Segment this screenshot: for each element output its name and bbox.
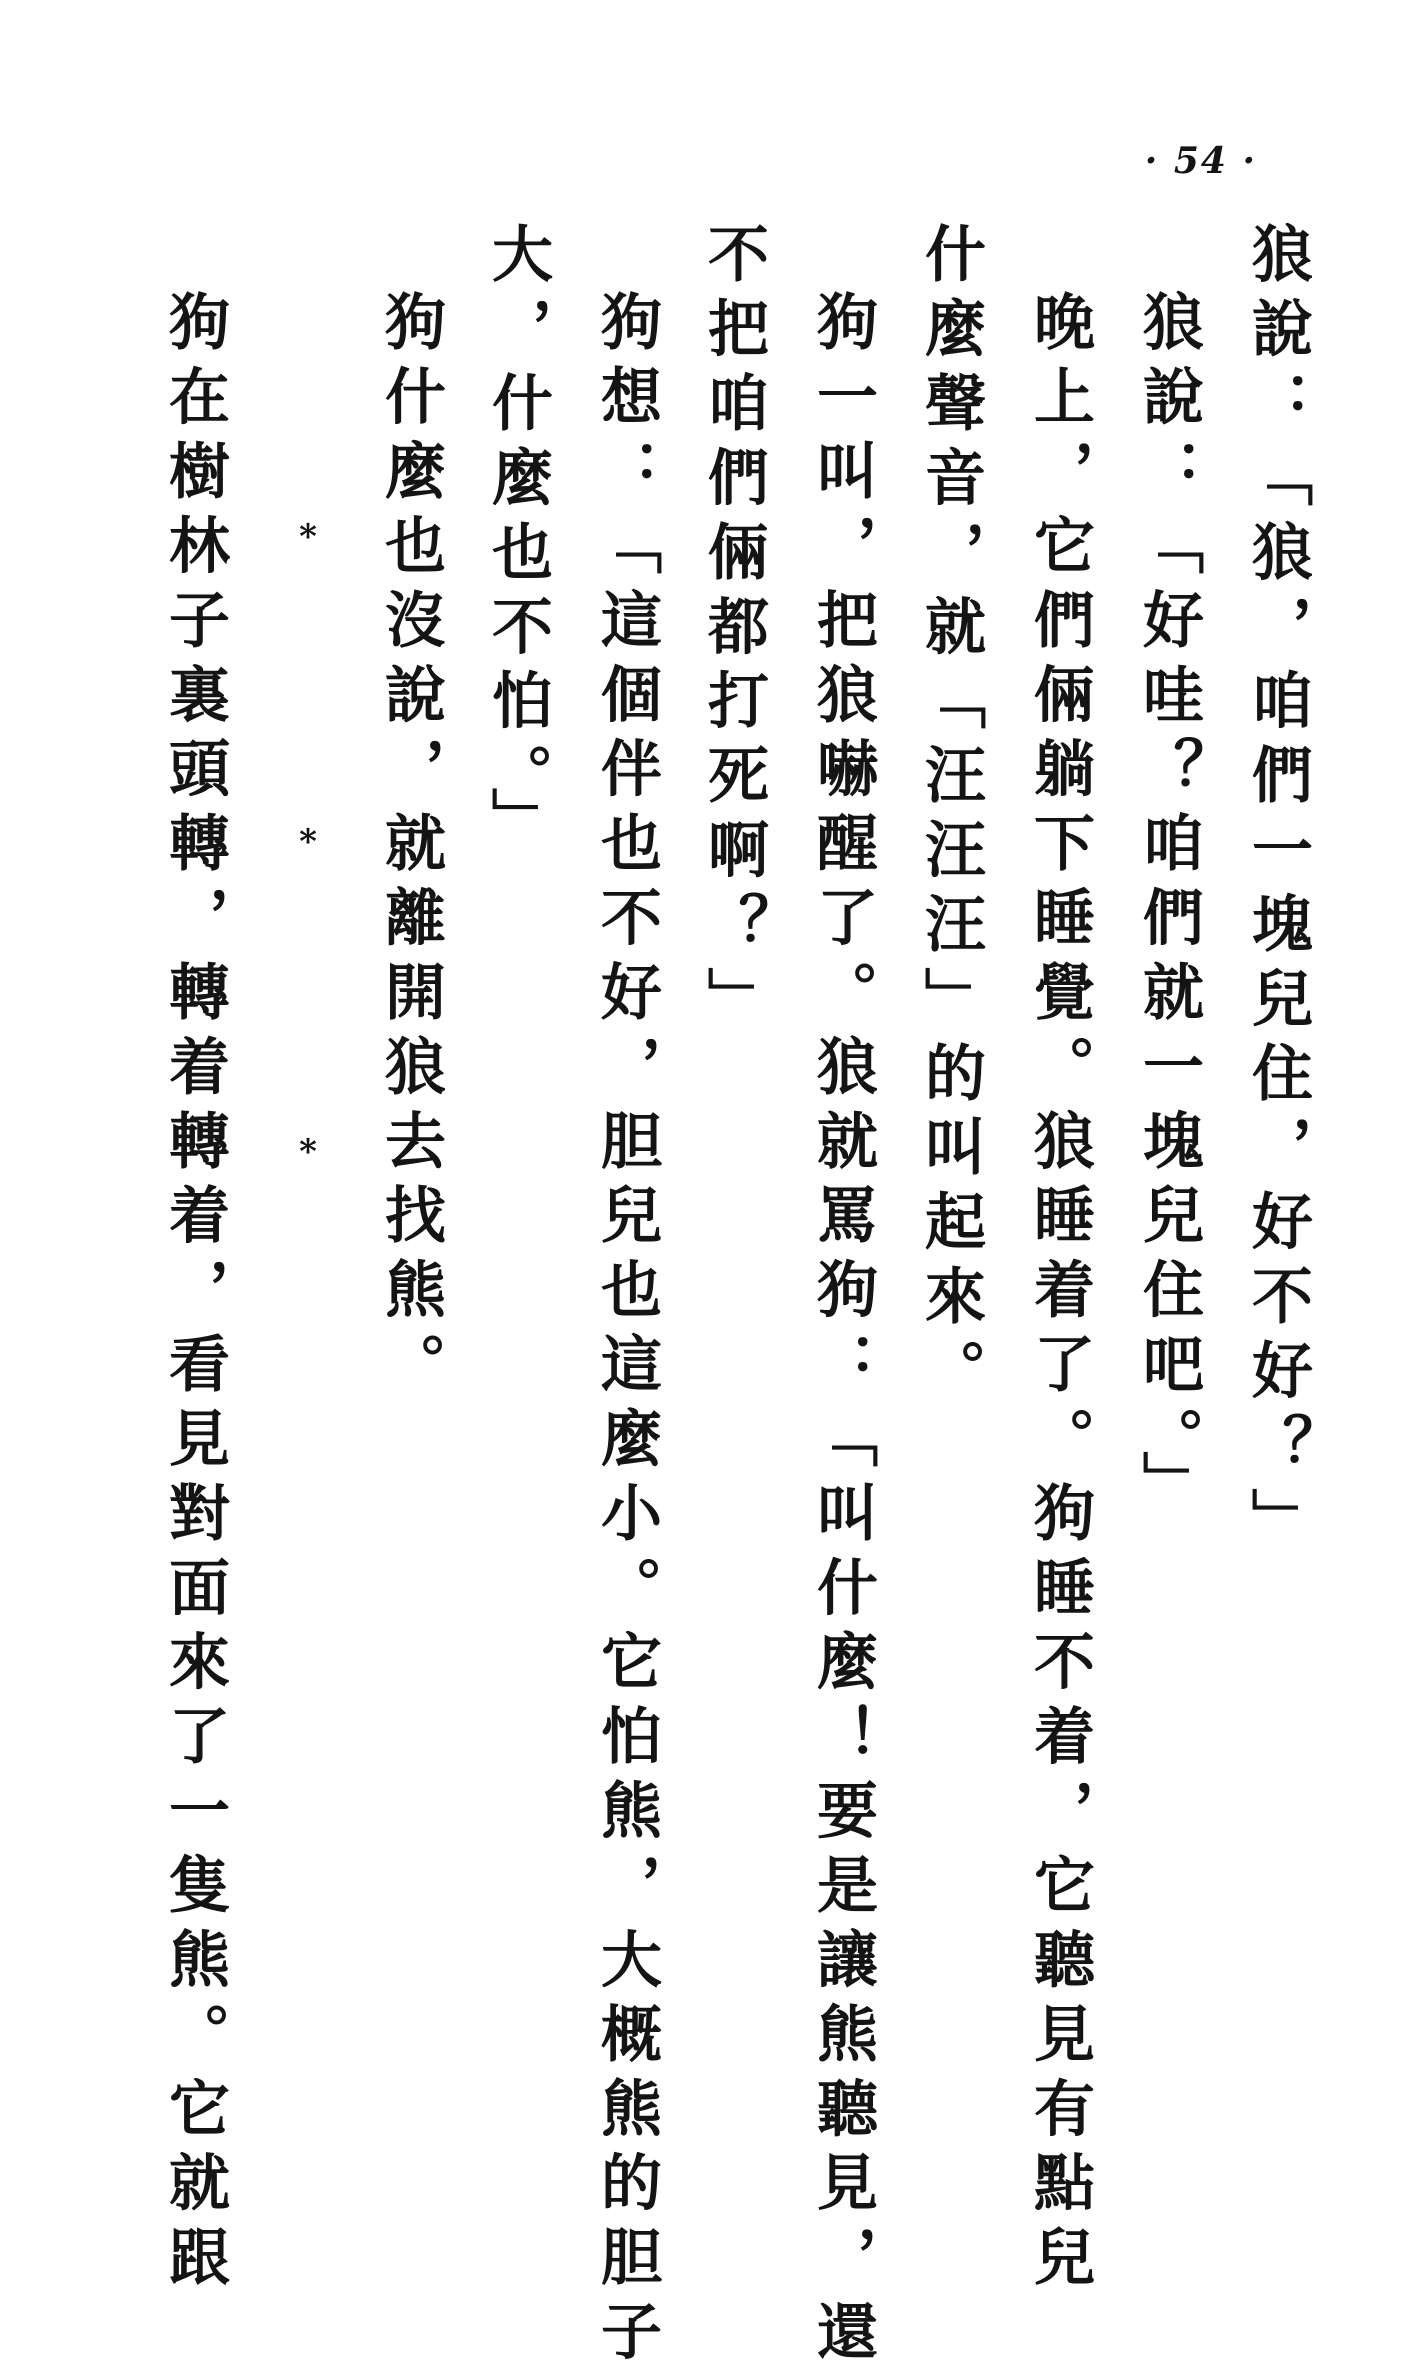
text-column-1: 狼說：「狼，咱們一塊兒住，好不好？」: [1242, 222, 1313, 1562]
separator-star: *: [299, 822, 317, 862]
text-column-7: 狗想：「這個伴也不好，胆兒也這麼小。它怕熊，大概熊的胆子: [591, 290, 662, 2374]
text-column-3: 晚上，它們倆躺下睡覺。狼睡着了。狗睡不着，它聽見有點兒: [1024, 290, 1095, 2300]
text-column-8: 大，什麼也不怕。」: [482, 222, 553, 862]
text-column-9: 狗什麼也沒說，就離開狼去找熊。: [375, 290, 446, 1407]
section-separator: [293, 517, 323, 1180]
text-column-4: 什麼聲音，就「汪汪汪」的叫起來。: [915, 222, 986, 1413]
separator-star: *: [299, 517, 317, 557]
text-column-6: 不把咱們倆都打死啊？」: [698, 222, 769, 1041]
page-number: · 54 ·: [1144, 140, 1257, 182]
separator-star: *: [299, 1132, 317, 1172]
text-column-2: 狼說：「好哇？咱們就一塊兒住吧。」: [1133, 290, 1204, 1525]
text-column-5: 狗一叫，把狼嚇醒了。狼就罵狗：「叫什麼！要是讓熊聽見，還: [807, 290, 878, 2374]
text-column-10: 狗在樹林子裏頭轉，轉着轉着，看見對面來了一隻熊。它就跟: [159, 290, 230, 2300]
